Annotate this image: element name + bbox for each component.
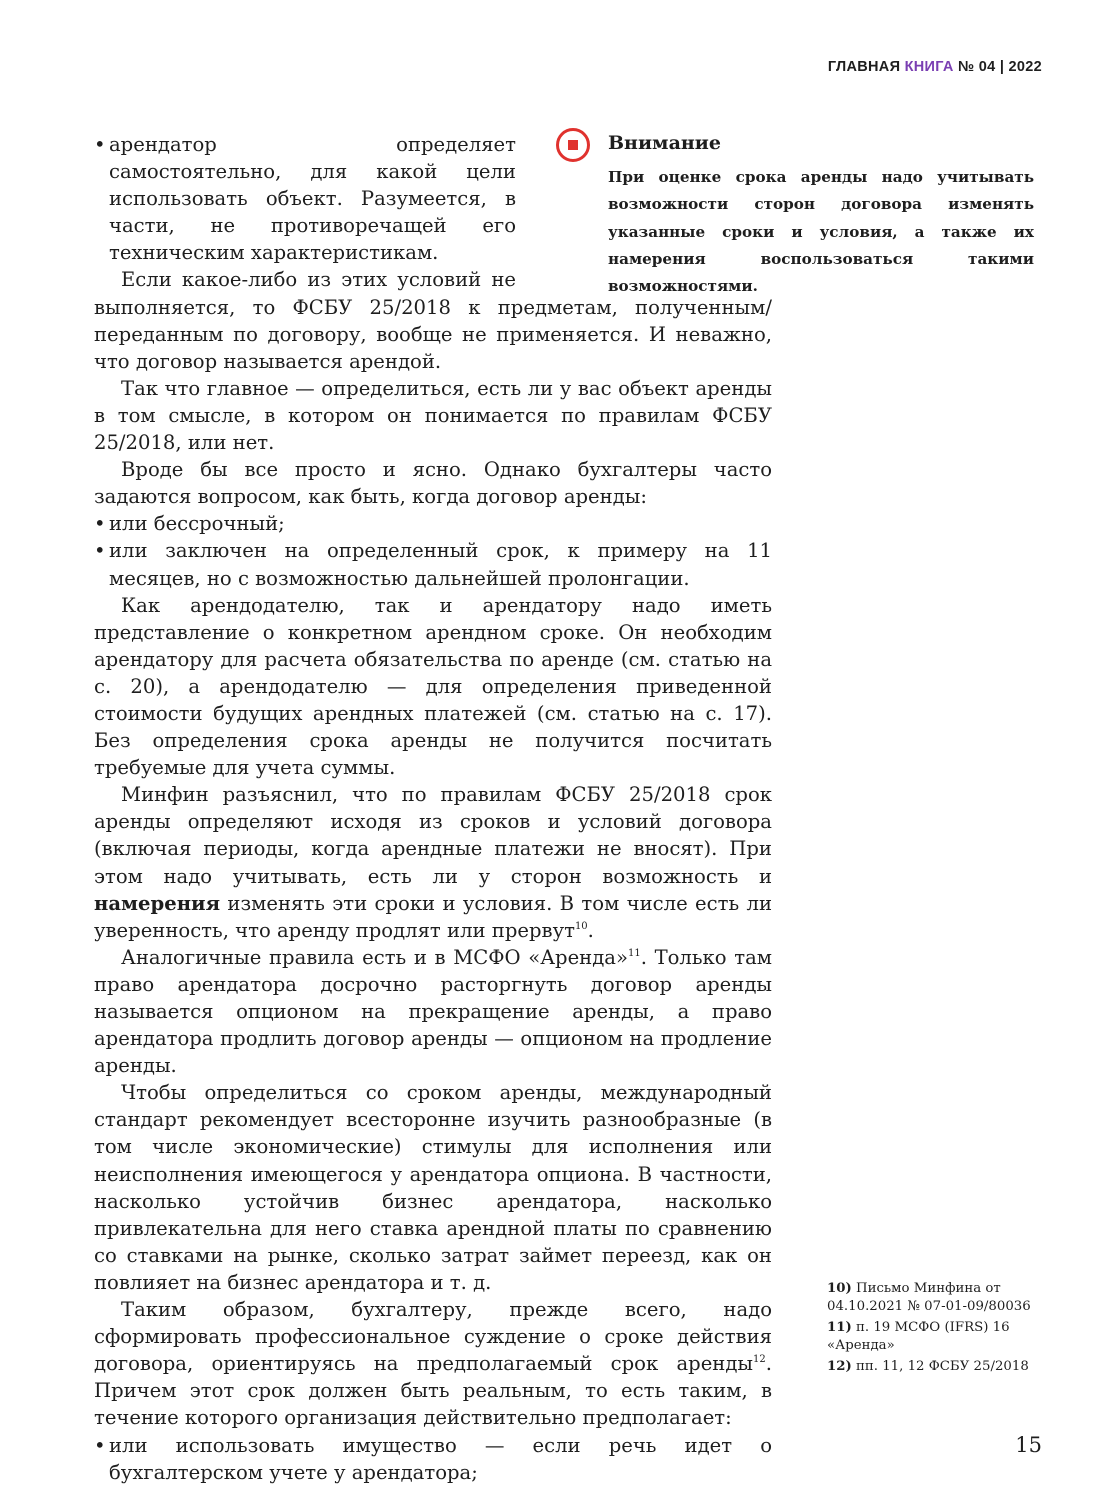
text-run: Аналогичные правила есть и в МСФО «Аренда» [121,945,628,969]
footnote [827,1358,1052,1376]
running-header [828,59,1042,75]
footnote-ref: 11 [627,947,641,959]
text-run: изменять эти сроки и условия. В том числе есть ли уверенность, что аренду продлят или прервут [94,891,772,942]
footnote-number: 12) [827,1359,852,1374]
list-item: • или использовать имущество — если речь идет о бухгалтерском учете у арендатора; [94,1432,772,1486]
paragraph: Как арендодателю, так и арендатору надо иметь представление о конкретном арендном сроке. Он необходим арендатору для расчета обязательства по аренде (см. статью на с. 20), а арендодателю — для определения приведенной стоимости будущих арендных платежей (см. статью на с. 17). Без определения срока аренды не получится посчитать требуемые для учета суммы. [94,593,772,780]
list-item: • или бессрочный; [94,510,772,537]
text-run: . Только там право арендатора досрочно расторгнуть договор аренды называется опционом на прекращение аренды, а право арендатора продлить договор аренды — опционом на продление аренды. [94,945,772,1078]
text-run: Минфин разъяснил, что по правилам ФСБУ 25/2018 срок аренды определяют исходя из сроков и условий договора (включая периоды, когда арендные платежи не вносят). При этом надо учитывать, есть ли у сторон возможность и [94,783,772,888]
footnote-text: Письмо Минфина от 04.10.2021 № 07-01-09/80036 [827,1281,1031,1314]
footnotes [827,1280,1052,1380]
footnote-ref: 12 [753,1354,766,1366]
paragraph: Если какое-либо из этих условий не выполняется, то ФСБУ 25/2018 к предметам, полученным/переданным по договору, вообще не применяется. И неважно, что договор называется арендой. [94,268,772,373]
footnote-number: 10) [827,1281,852,1296]
paragraph: Так что главное — определиться, есть ли у вас объект аренды в том смысле, в котором он понимается по правилам ФСБУ 25/2018, или нет. [94,376,772,455]
text-run: . [587,918,594,942]
paragraph [94,944,772,1079]
header-title-accent: КНИГА [904,59,954,75]
footnote [827,1319,1052,1354]
footnote-ref: 10 [574,920,588,932]
footnote [827,1280,1052,1315]
footnote-text: пп. 11, 12 ФСБУ 25/2018 [851,1359,1029,1374]
notice-title: Внимание [608,132,721,154]
bullet-list [94,1432,772,1486]
text-run: . Причем этот срок должен быть реальным, то есть таким, в течение которого организация действительно предполагает: [94,1352,772,1430]
paragraph: Вроде бы все просто и ясно. Однако бухгалтеры часто задаются вопросом, как быть, когда договор аренды: [94,458,772,509]
header-issue: № 04 | 2022 [953,59,1042,75]
page-number: 15 [1015,1433,1042,1457]
footnote-text: п. 19 МСФО (IFRS) 16 «Аренда» [827,1320,1010,1353]
bullet-list [94,510,772,591]
paragraph [94,781,772,944]
bullet-list-top [94,131,772,266]
paragraph [94,1296,772,1431]
article-body [94,131,772,1486]
bold-term: намерения [94,891,221,915]
list-item: • арендатор определяет самостоятельно, для какой цели использовать объект. Разумеется, в части, не противоречащей его техническим характеристикам. [94,131,772,266]
list-item: • или заключен на определенный срок, к примеру на 11 месяцев, но с возможностью дальнейшей пролонгации. [94,537,772,591]
footnote-number: 11) [827,1320,852,1335]
text-run: Таким образом, бухгалтеру, прежде всего, надо сформировать профессиональное суждение о сроке действия договора, ориентируясь на предполагаемый срок аренды [94,1298,772,1376]
paragraph: Чтобы определиться со сроком аренды, международный стандарт рекомендует всесторонне изучить разнообразные (в том числе экономические) стимулы для исполнения или неисполнения имеющегося у арендатора опциона. В частности, насколько устойчив бизнес арендатора, насколько привлекательна для него ставка арендной платы по сравнению со ставками на рынке, сколько затрат займет переезд, как он повлияет на бизнес арендатора и т. д. [94,1081,772,1294]
header-title: ГЛАВНАЯ [827,59,905,75]
notice-text: При оценке срока аренды надо учитывать возможности сторон договора изменять указанные сроки и условия, а также их намерения воспользоваться такими возможностями. [608,168,1034,296]
